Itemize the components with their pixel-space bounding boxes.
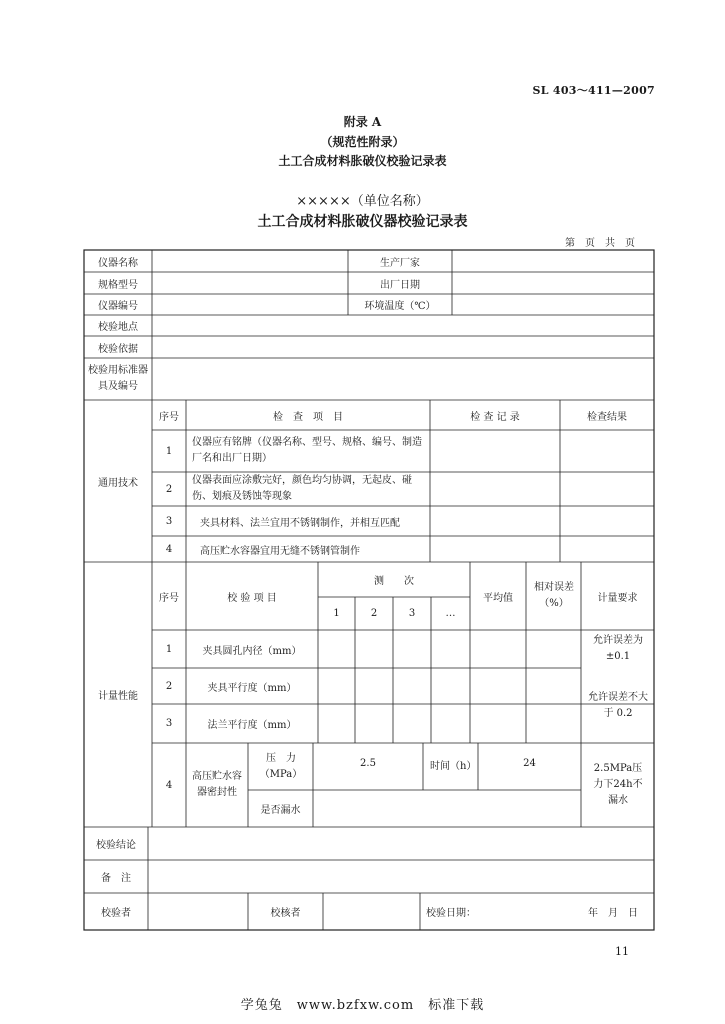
- metrology-row-1-item: 夹具圆孔内径（mm）: [202, 645, 302, 657]
- general-row-2-text: 仪器表面应涂敷完好，颜色均匀协调，无起皮、碰伤、划痕及锈蚀等现象: [192, 475, 412, 502]
- label-basis: 校验依据: [98, 343, 138, 355]
- metrology-col-req: 计量要求: [597, 592, 638, 604]
- metrology-row-1-no: 1: [165, 643, 173, 655]
- metrology-col-measure: 测 次: [374, 576, 414, 587]
- label-manufacturer: 生产厂家: [380, 257, 420, 269]
- measure-no-more: …: [445, 608, 456, 619]
- time-label: 时间（h）: [430, 760, 477, 772]
- leak-label: 是否漏水: [260, 805, 301, 816]
- metrology-col-item: 校 验 项 目: [227, 592, 277, 604]
- general-col-result: 检查结果: [587, 411, 627, 423]
- watermark-footer: 学兔兔 www.bzfxw.com 标准下载: [240, 998, 485, 1013]
- general-row-2-no: 2: [165, 483, 173, 495]
- metrology-row-4-no: 4: [165, 779, 173, 791]
- general-row-4-text: 高压贮水容器宜用无缝不锈钢管制作: [200, 545, 360, 557]
- label-instrument-name: 仪器名称: [98, 257, 138, 269]
- time-value: 24: [523, 757, 536, 769]
- metrology-row-3-item: 法兰平行度（mm）: [207, 720, 297, 731]
- label-location: 校验地点: [98, 322, 138, 333]
- metrology-col-no: 序号: [159, 592, 179, 604]
- general-row-3-no: 3: [165, 515, 173, 527]
- general-row-3-text: 夹具材料、法兰宜用不锈钢制作，并相互匹配: [200, 517, 400, 529]
- measure-no-1: 1: [333, 608, 340, 619]
- label-conclusion: 校验结论: [96, 840, 136, 851]
- metrology-req-2-3: 允许误差不大于 0.2: [588, 691, 648, 719]
- appendix-type: （规范性附录）: [320, 135, 405, 149]
- general-row-1-text: 仪器应有铭牌（仪器名称、型号、规格、编号、制造厂名和出厂日期）: [192, 437, 422, 464]
- label-date: 校验日期：: [426, 908, 476, 919]
- metrology-row-2-item: 夹具平行度（mm）: [207, 682, 297, 694]
- appendix-label: 附录 A: [343, 115, 382, 129]
- label-factory-date: 出厂日期: [380, 279, 420, 291]
- form-title: 土工合成材料胀破仪器校验记录表: [257, 214, 468, 230]
- metrology-row-4-item: 高压贮水容器密封性: [192, 771, 242, 798]
- section-general: 通用技术: [98, 477, 138, 489]
- label-serial: 仪器编号: [98, 301, 138, 312]
- label-reviewer: 校核者: [270, 908, 301, 919]
- page-info: 第 页 共 页: [565, 238, 635, 249]
- label-env-temp: 环境温度（℃）: [364, 301, 436, 312]
- metrology-col-rel-err: 相对误差（%）: [534, 582, 574, 609]
- label-remarks: 备 注: [101, 873, 131, 884]
- metrology-col-avg: 平均值: [483, 592, 513, 604]
- metrology-row-4-req: 2.5MPa压力下24h不漏水: [593, 763, 643, 806]
- appendix-title: 土工合成材料胀破仪校验记录表: [278, 154, 447, 168]
- general-col-no: 序号: [159, 411, 179, 423]
- standard-code: SL 403～411—2007: [532, 84, 655, 97]
- pressure-value: 2.5: [360, 757, 376, 769]
- section-metrology: 计量性能: [98, 691, 138, 702]
- date-value: 年 月 日: [588, 908, 638, 919]
- label-model: 规格型号: [98, 279, 138, 291]
- page-number: 11: [615, 945, 629, 958]
- general-col-item: 检 查 项 目: [273, 411, 343, 423]
- metrology-row-1-req: 允许误差为±0.1: [593, 635, 643, 662]
- org-name: ×××××（单位名称）: [296, 194, 429, 209]
- label-standard-instruments: 校验用标准器具及编号: [88, 365, 148, 392]
- pressure-label: 压 力（MPa）: [259, 752, 303, 780]
- metrology-row-3-no: 3: [165, 718, 173, 729]
- measure-no-3: 3: [408, 608, 416, 619]
- general-row-1-no: 1: [165, 445, 173, 457]
- measure-no-2: 2: [370, 608, 378, 619]
- label-inspector: 校验者: [101, 908, 131, 919]
- general-col-record: 检 查 记 录: [470, 411, 520, 423]
- general-row-4-no: 4: [165, 543, 173, 555]
- metrology-row-2-no: 2: [165, 680, 173, 692]
